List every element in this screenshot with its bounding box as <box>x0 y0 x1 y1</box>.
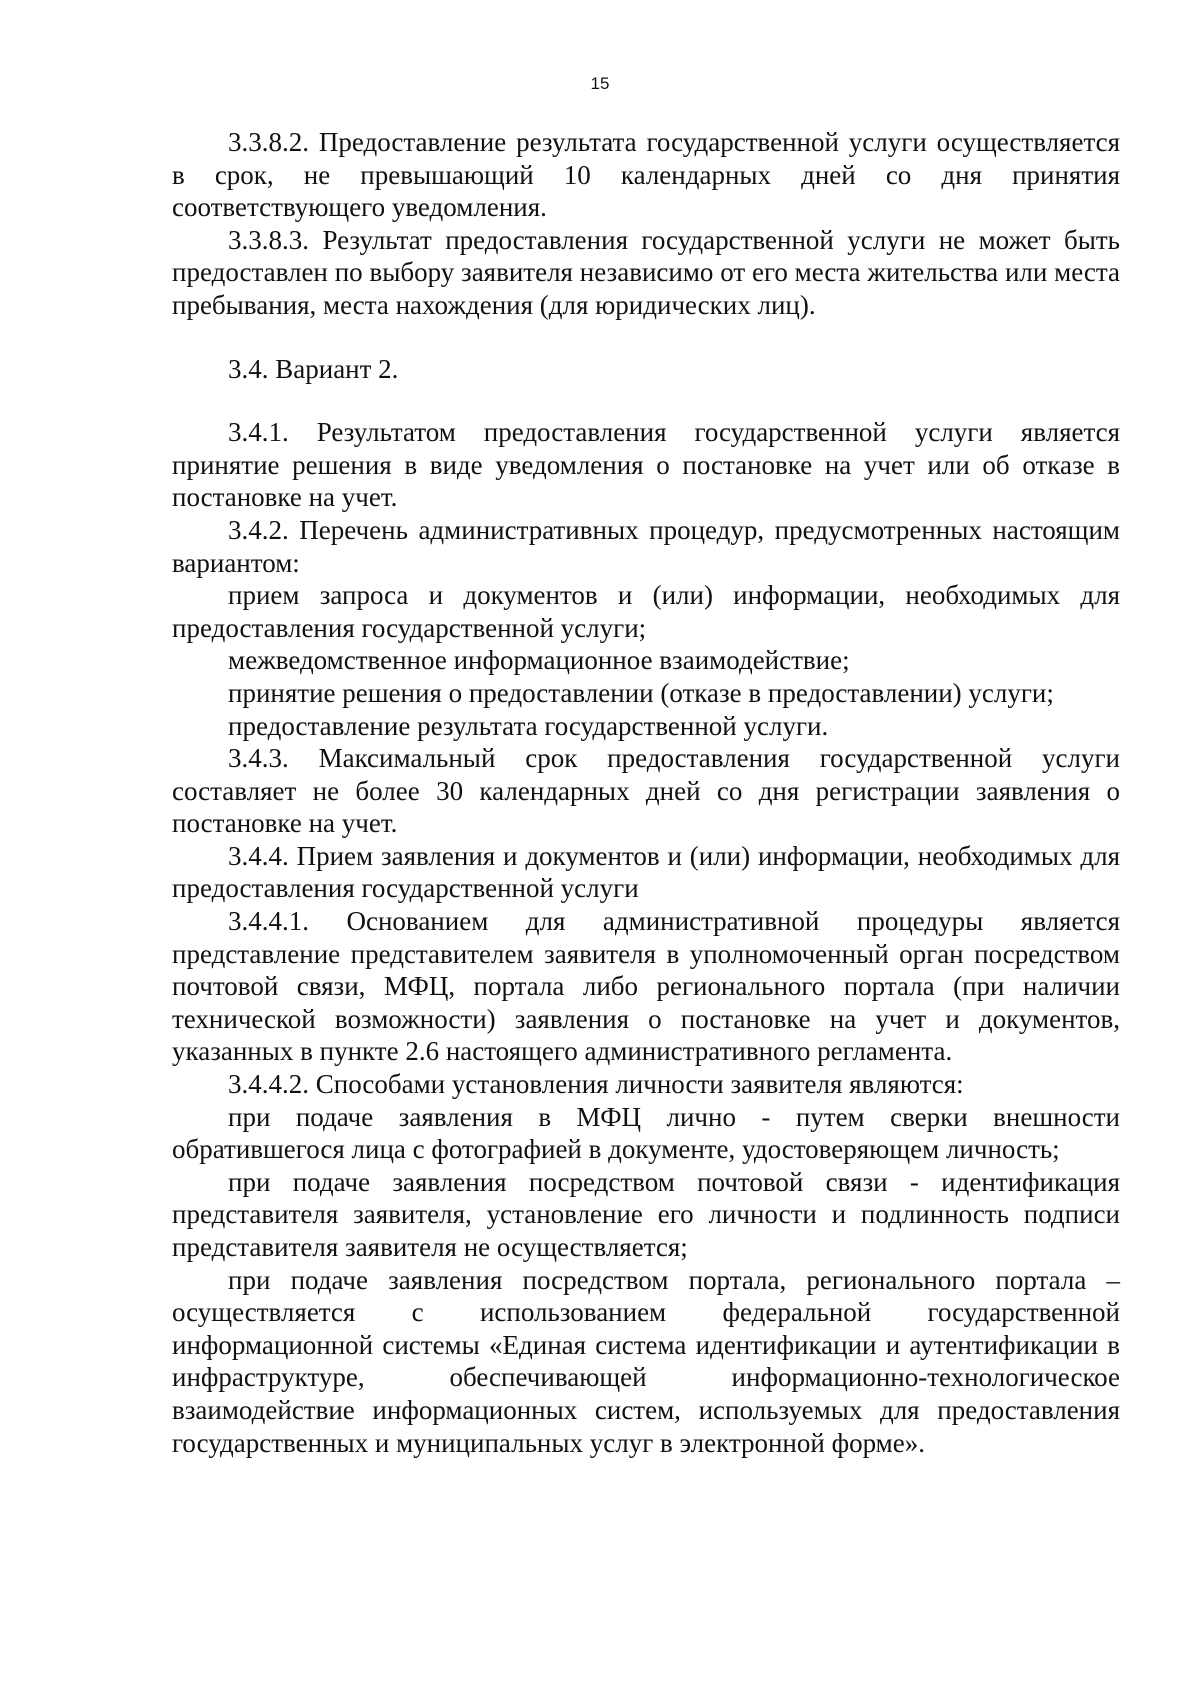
paragraph-3-4-4-2: 3.4.4.2. Способами установления личности заявителя являются: <box>228 1069 964 1100</box>
paragraph-3-4-4-1: 3.4.4.1. Основанием для административной процедуры является представление представителем заявителя в уполномоченный орган посредством почтовой связи, МФЦ, портала либо регионального портала (при наличии технической возможности) заявления о постановке на учет и документов, указанных в пункте 2.6 настоящего административного регламента. <box>172 906 1120 1067</box>
document-body <box>172 126 1120 1459</box>
page-number: 15 <box>590 74 610 93</box>
paragraph-3-4-4: 3.4.4. Прием заявления и документов и (или) информации, необходимых для предоставления государственной услуги <box>172 840 1120 904</box>
list-item-procedure-4: предоставление результата государственной услуги. <box>228 710 829 741</box>
section-heading-3-4: 3.4. Вариант 2. <box>228 353 399 384</box>
identification-method-post: при подаче заявления посредством почтовой связи - идентификация представителя заявителя, установление его личности и подлинность подписи представителя заявителя не осуществляется; <box>172 1166 1120 1262</box>
identification-method-mfc: при подаче заявления в МФЦ лично - путем сверки внешности обратившегося лица с фотографией в документе, удостоверяющем личность; <box>172 1101 1120 1165</box>
identification-method-portal: при подаче заявления посредством портала, регионального портала – осуществляется с использованием федеральной государственной информационной системы «Единая система идентификации и аутентификации в инфраструктуре, обеспечивающей информационно-технологическое взаимодействие информационных систем, используемых для предоставления государственных и муниципальных услуг в электронной форме». <box>172 1264 1120 1458</box>
paragraph-3-4-3: 3.4.3. Максимальный срок предоставления государственной услуги составляет не более 30 календарных дней со дня регистрации заявления о постановке на учет. <box>172 743 1120 839</box>
paragraph-3-4-1: 3.4.1. Результатом предоставления государственной услуги является принятие решения в виде уведомления о постановке на учет или об отказе в постановке на учет. <box>172 417 1120 513</box>
list-item-procedure-2: межведомственное информационное взаимодействие; <box>228 645 850 676</box>
paragraph-3-4-2: 3.4.2. Перечень административных процедур, предусмотренных настоящим вариантом: <box>172 514 1120 578</box>
paragraph-3-3-8-3: 3.3.8.3. Результат предоставления государственной услуги не может быть предоставлен по выбору заявителя независимо от его места жительства или места пребывания, места нахождения (для юридических лиц). <box>172 224 1120 320</box>
paragraph-3-3-8-2: 3.3.8.2. Предоставление результата государственной услуги осуществляется в срок, не превышающий 10 календарных дней со дня принятия соответствующего уведомления. <box>172 127 1120 223</box>
list-item-procedure-1: прием запроса и документов и (или) информации, необходимых для предоставления государственной услуги; <box>172 580 1120 643</box>
list-item-procedure-3: принятие решения о предоставлении (отказе в предоставлении) услуги; <box>228 677 1054 708</box>
